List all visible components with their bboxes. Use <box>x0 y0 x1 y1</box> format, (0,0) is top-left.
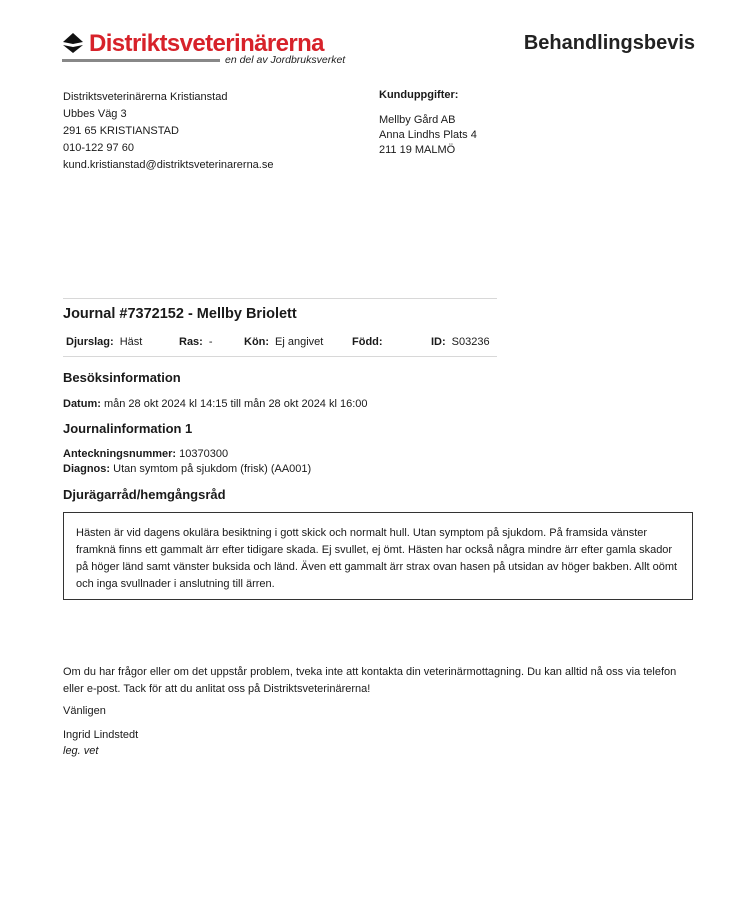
clinic-phone: 010-122 97 60 <box>63 142 134 154</box>
brand-underline <box>62 59 220 62</box>
advice-heading: Djurägarråd/hemgångsråd <box>63 487 226 502</box>
visit-heading: Besöksinformation <box>63 370 181 385</box>
born-label: Född: <box>352 336 383 348</box>
species-label: Djurslag: <box>66 336 114 348</box>
note-number <box>63 448 228 460</box>
species-field <box>66 336 142 348</box>
date-label: Datum: <box>63 398 101 410</box>
customer-address <box>379 113 477 158</box>
diagnosis-label: Diagnos: <box>63 463 111 475</box>
diagnosis <box>63 463 311 475</box>
sex-field <box>244 336 323 348</box>
journal-title: Journal #7372152 - Mellby Briolett <box>63 306 297 322</box>
brand-tagline: en del av Jordbruksverket <box>225 54 346 66</box>
customer-postal: 211 19 MALMÖ <box>379 144 456 156</box>
note-value: 10370300 <box>179 448 229 460</box>
sex-label: Kön: <box>244 336 270 348</box>
divider <box>63 356 497 357</box>
closing: Vänligen <box>63 705 106 717</box>
id-value: S03236 <box>451 336 490 348</box>
brand-name: Distriktsveterinärerna <box>89 30 324 57</box>
visit-date <box>63 398 368 410</box>
brand-logo <box>62 30 352 70</box>
clinic-address <box>63 89 273 174</box>
signer-name: Ingrid Lindstedt <box>63 729 139 741</box>
customer-heading: Kunduppgifter: <box>379 89 459 101</box>
clinic-postal: 291 65 KRISTIANSTAD <box>63 125 179 137</box>
date-value: mån 28 okt 2024 kl 14:15 till mån 28 okt 2024 kl 16:00 <box>103 398 368 410</box>
document-title: Behandlingsbevis <box>523 32 695 54</box>
breed-label: Ras: <box>179 336 203 348</box>
divider <box>63 298 497 299</box>
footer-message: Om du har frågor eller om det uppstår problem, tveka inte att kontakta din veterinärmottagning. Du kan alltid nå oss via telefon eller e-post. Tack för att du anlitat oss på Distriktsveterinärerna! <box>63 666 677 695</box>
clinic-email: kund.kristianstad@distriktsveterinarerna.se <box>63 159 274 171</box>
species-value: Häst <box>119 336 143 348</box>
customer-street: Anna Lindhs Plats 4 <box>379 129 477 141</box>
clinic-street: Ubbes Väg 3 <box>63 108 127 120</box>
customer-name: Mellby Gård AB <box>379 114 456 126</box>
clinic-name: Distriktsveterinärerna Kristianstad <box>63 91 228 103</box>
sex-value: Ej angivet <box>275 336 324 348</box>
id-field <box>431 336 490 348</box>
breed-value: - <box>208 336 213 348</box>
signer-title: leg. vet <box>63 745 99 757</box>
advice-box <box>63 512 693 600</box>
journal-info-heading: Journalinformation 1 <box>63 421 193 436</box>
born-field <box>352 336 389 348</box>
diamond-logo-icon <box>62 32 84 54</box>
diagnosis-value: Utan symtom på sjukdom (frisk) (AA001) <box>113 463 312 475</box>
advice-text: Hästen är vid dagens okulära besiktning i gott skick och normalt hull. Utan symptom på sjukdom. På framsida vänster framknä finns ett gammalt ärr efter tidigare skada. Ej svullet, ej ömt. Hästen har också några mindre ärr efter gamla skador på höger länd samt vänster buksida och länd. Även ett gammalt ärr strax ovan hasen på utsidan av höger bakben. Allt oömt och inga svullnader i anslutning till ärren. <box>76 527 678 590</box>
note-label: Anteckningsnummer: <box>63 448 177 460</box>
breed-field <box>179 336 213 348</box>
id-label: ID: <box>431 336 446 348</box>
